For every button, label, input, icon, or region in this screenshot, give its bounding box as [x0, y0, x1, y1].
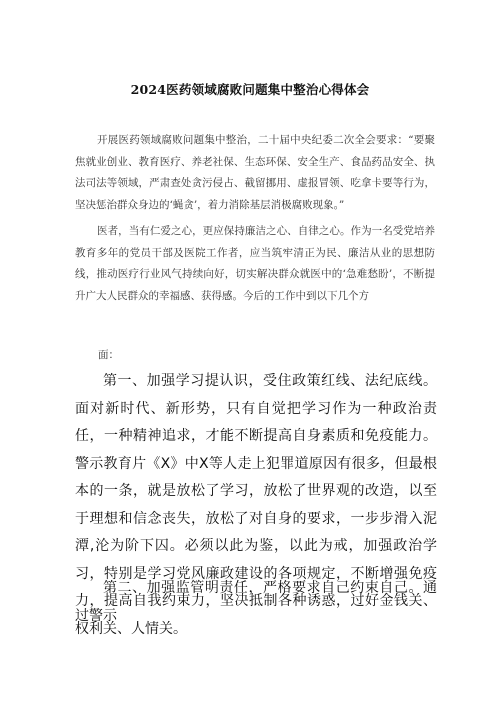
- paragraph-text: 医者，当有仁爱之心，更应保持廉洁之心、自律之心。作为一名受党培养教育多年的党员干部及医院工作者，应当筑牢清正为民、廉洁从业的思想防线，推动医疗行业风气持续向好，切实解决群众就医中的‘急难愁盼’，不断提升广大人民群众的幸福感、获得感。今后的工作中到以下几个方: [75, 225, 435, 302]
- intro-paragraph: [75, 130, 435, 216]
- paragraph-tail: 面：: [98, 349, 119, 361]
- paragraph-text: 第一、加强学习提认识，受住政策红线、法纪底线。面对新时代、新形势，只有自觉把学习作为一种政治责任，一种精神追求，才能不断提高自身素质和免疫能力。警示教育片《X》中X等人走上犯罪道原因有很多，但最根本的一条，就是放松了学习，放松了世界观的改造，以至于理想和信念丧失，放松了对自身的要求，一步步滑入泥潭,沦为阶下囚。必须以此为鉴，以此为戒，加强政治学习，特别是学习党风廉政建设的各项规定，不断增强免疫力，提高自我约束力，坚决抵制各种诱惑，过好金钱关、权利关、人情关。: [75, 373, 437, 637]
- paragraph-text: 开展医药领域腐败问题集中整治，二十届中央纪委二次全会要求：“要聚焦就业创业、教育医疗、养老社保、生态环保、安全生产、食品药品安全、执法司法等领域，严肃查处贪污侵占、截留挪用、虚报冒领、吃拿卡要等行为，坚决惩治群众身边的‘蝇贪’，着力消除基层消极腐败现象。”: [75, 134, 435, 211]
- doctor-paragraph: [75, 221, 435, 307]
- point-two-paragraph: [75, 575, 437, 630]
- document-title: 2024医药领域腐败问题集中整治心得体会: [130, 82, 370, 97]
- paragraph-text: 第二、加强监管明责任，严格要求自己约束自己。通过警示: [75, 580, 437, 624]
